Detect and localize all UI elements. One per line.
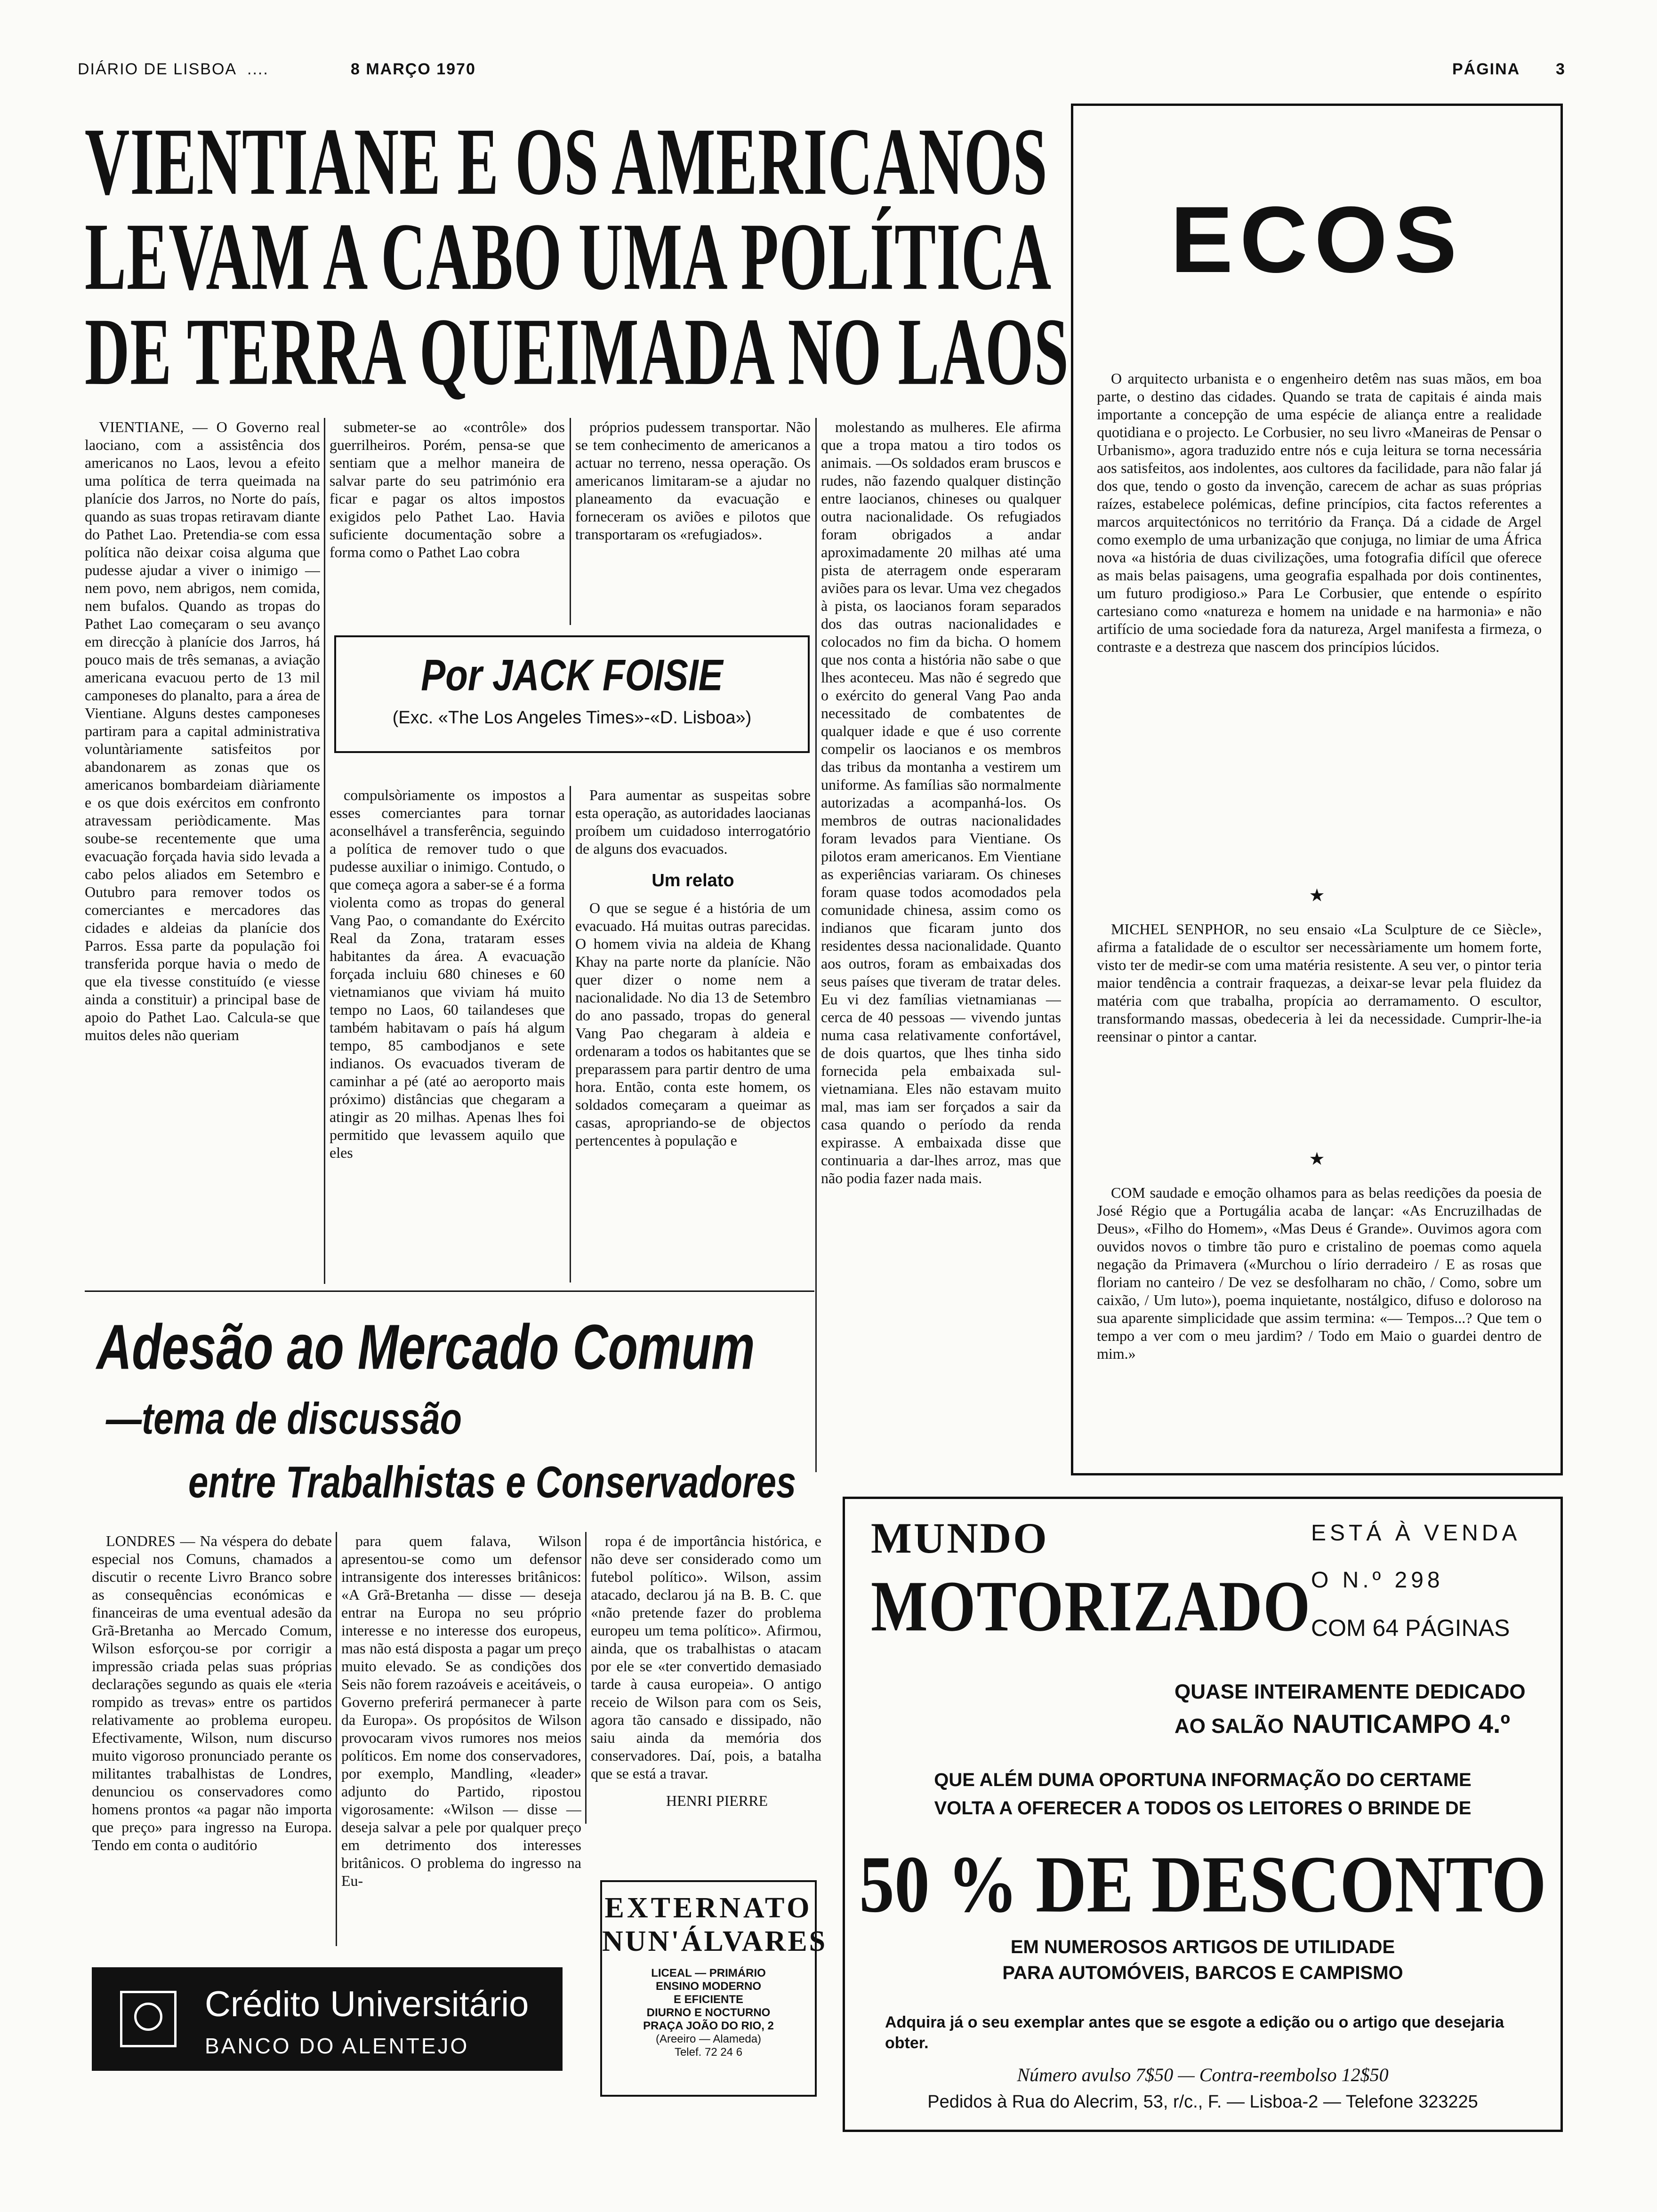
ecos-item-1 bbox=[1097, 369, 1542, 871]
mercado-column-1 bbox=[92, 1532, 332, 1946]
byline: Por JACK FOISIE bbox=[421, 650, 723, 700]
mercado-signature: HENRI PIERRE bbox=[666, 1792, 768, 1809]
ecos-item-2 bbox=[1097, 920, 1542, 1134]
paper-name: DIÁRIO DE LISBOA bbox=[78, 60, 237, 78]
laos-col3c-text: O que se segue é a história de um evacuado. Há muitas outras parecidas. O homem vivia na aldeia de Khang Khay na parte norte da planície. Não quer dizer o nome nem a nacionalidade. No dia 13 de Setembro do ano passado, tropas do general Vang Pao chegaram à aldeia e ordenaram a todos os habitantes que se preparassem para partir dentro de uma hora. Então, conta este homem, os soldados começaram a queimar as casas, apropriando-se de objectos pertencentes à população e bbox=[575, 899, 811, 1149]
mundo-dedicado-1: QUASE INTEIRAMENTE DEDICADO bbox=[1174, 1680, 1526, 1703]
externato-line: PRAÇA JOÃO DO RIO, 2 bbox=[643, 2020, 774, 2032]
column-rule bbox=[585, 1532, 587, 1824]
column-rule bbox=[324, 418, 325, 1284]
laos-col4-text: molestando as mulheres. Ele afirma que a tropa matou a tiro todos os animais. —Os soldados eram bruscos e rudes, não fazendo qualquer distinção entre laocianos, chineses ou qualquer outra nacionalidade. Os refugiados foram obrigados a andar aproximadamente 20 milhas até uma pista de aterragem onde esperaram aviões para os levar. Uma vez chegados à pista, os laocianos foram separados dos das outras nacionalidades e colocados no fim da bicha. O homem que nos conta a história não sabe o que lhes aconteceu. Mas não é segredo que o exército do general Vang Pao anda necessitado de combatentes de qualquer idade e que é uso corrente compelir os laocianos e os membros das tribus da montanha a vestirem um uniforme. As famílias são normalmente autorizadas a acompanhá-los. Os membros de outras nacionalidades foram levados para Vientiane. Os pilotos eram americanos. Em Vientiane as experiências variaram. Os chineses foram quase todos acomodados pela comunidade chinesa, assim como os indianos que ficaram junto dos residentes dessa nacionalidade. Quanto aos outros, foram as embaixadas dos seus países que tiveram de tratar deles. Eu vi dez famílias vietnamianas — cerca de 40 pessoas — vivendo juntas numa casa relativamente confortável, de dois quartos, que lhes tinha sido fornecida pela embaixada sul-vietnamiana. Eles não estavam muito mal, mas iam ser forçados a sair da casa quando o período da renda expirasse. A embaixada disse que continuaria a dar-lhes arroz, mas que não podia fazer nada mais. bbox=[821, 418, 1061, 1186]
mundo-title-2: MOTORIZADO bbox=[871, 1566, 1311, 1646]
mundo-paginas: COM 64 PÁGINAS bbox=[1311, 1615, 1510, 1641]
externato-line: ENSINO MODERNO bbox=[655, 1980, 761, 1993]
mercado-col3-text: ropa é de importância histórica, e não deve ser considerado como um futebol político». Wilson, assim atacado, declarou já na B. B. C. que «não pretende fazer do problema europeu um tema político». Afirmou, ainda, que os trabalhistas o atacam por ele se «ter convertido demasiado tarde à causa europeia». O antigo receio de Wilson para com os Seis, agora tão cansado e dissipado, não saiu ainda da memória dos conservadores. Daí, pois, a batalha que se está a travar. bbox=[591, 1532, 821, 1782]
ecos-item-3-text: COM saudade e emoção olhamos para as belas reedições da poesia de José Régio que a Portugália acaba de lançar: «As Encruzilhadas de Deus», «Filho do Homem», «Mas Deus é Grande». Ouvimos agora com ouvidos novos o timbre tão puro e cristalino de poemas como aquela negação da Primavera («Murchou o lírio derradeiro / E as rosas que floriam no canteiro / De vez se desfolharam no chão, / Como, sobre um caixão, / Um luto»), poema inquietante, nostálgico, difuso e doloroso na sua aparente simplicidade que assim termina: «— Tempos...? Que tem o tempo a ver com o meu jardim? / Todo em Maio o guardei dentro de mim.» bbox=[1097, 1184, 1542, 1362]
byline-source: (Exc. «The Los Angeles Times»-«D. Lisboa») bbox=[392, 708, 752, 728]
ecos-item-3 bbox=[1097, 1184, 1542, 1419]
mercado-subhead-1: —tema de discussão bbox=[106, 1394, 462, 1444]
laos-column-3a bbox=[575, 418, 811, 625]
mercado-col1-text: LONDRES — Na véspera do debate especial nos Comuns, chamados a discutir o recente Livro Branco sobre as consequências económicas e financeiras de uma eventual adesão da Grã-Bretanha ao Mercado Comum, Wilson esforçou-se por corrigir a impressão criada pelas suas próprias declarações segundo as quais ele «teria rompido as trevas» entre os partidos relativamente ao problema europeu. Efectivamente, Wilson, num discurso muito vigoroso pronunciado perante os militantes trabalhistas de Londres, denunciou os conservadores como homens prontos «a pagar não importa que preço» para ingresso na Europa. Tendo em conta o auditório bbox=[92, 1532, 332, 1853]
mercado-subhead-2: entre Trabalhistas e Conservadores bbox=[188, 1457, 796, 1507]
credito-ad bbox=[92, 1967, 563, 2071]
masthead bbox=[78, 60, 1584, 84]
laos-col2b-text: compulsòriamente os impostos a esses comerciantes para tornar aconselhável a transferência, seguindo a política de remover tudo o que pudesse auxiliar o inimigo. Contudo, o que começa agora a saber-se é a forma violenta como as tropas do general Vang Pao, o comandante do Exército Real da Zona, trataram esses habitantes da área. A evacuação forçada incluiu 680 chineses e 60 vietnamianos que viviam há muito tempo no Laos, 60 tailandeses que também habitavam o país há algum tempo, 85 cambodjanos e sete indianos. Os evacuados tiveram de caminhar a pé (até ao aeroporto mais próximo) distâncias que chegaram a atingir as 20 milhas. Apenas lhes foi permitido que levassem aquilo que eles bbox=[330, 786, 565, 1161]
laos-col2a-text: submeter-se ao «contrôle» dos guerrilheiros. Porém, pensa-se que sentiam que a melhor maneira de salvar parte do seu património era ficar e pagar os altos impostos exigidos pelo Pathet Lao. Havia suficiente documentação sobre a forma como o Pathet Lao cobra bbox=[330, 418, 565, 561]
laos-col3a-text: próprios pudessem transportar. Não se tem conhecimento de americanos a actuar no terreno, nessa operação. Os americanos limitaram-se a ajudar no planeamento da evacuação e forneceram os aviões e pilotos que transportaram os «refugiados». bbox=[575, 418, 811, 543]
column-rule bbox=[815, 418, 817, 1472]
mundo-artigos-1: EM NUMEROSOS ARTIGOS DE UTILIDADE bbox=[1010, 1937, 1395, 1957]
laos-column-3b bbox=[575, 786, 811, 1282]
ecos-item-2-text: MICHEL SENPHOR, no seu ensaio «La Sculpture de ce Siècle», afirma a fatalidade de o escultor ser necessàriamente um homem forte, visto ter de medir-se com uma matéria resistente. A seu ver, o pintor teria maior tendência a contrair fraquezas, a deixar-se levar pela fluidez da matéria com que trabalha, propícia ao derramamento. O escultor, transformando massas, obedeceria à lei da necessidade. Cumprir-lhe-ia reensinar o pintor a cantar. bbox=[1097, 921, 1542, 1045]
mundo-venda: ESTÁ À VENDA bbox=[1311, 1521, 1521, 1546]
laos-column-2a bbox=[330, 418, 565, 625]
mundo-dedicado-2 bbox=[1174, 1708, 1510, 1739]
mundo-dedicado-2-big: NAUTICAMPO 4.º bbox=[1292, 1709, 1510, 1739]
laos-headline-line-1: VIENTIANE E OS AMERICANOS bbox=[85, 107, 1048, 215]
masthead-dots: .... bbox=[247, 60, 269, 78]
mercado-column-2 bbox=[341, 1532, 581, 1946]
column-rule bbox=[336, 1532, 337, 1946]
externato-title-1: EXTERNATO bbox=[604, 1892, 812, 1924]
externato-line: E EFICIENTE bbox=[673, 1993, 744, 2006]
article-divider bbox=[85, 1290, 814, 1292]
credito-name: Crédito Universitário bbox=[205, 1984, 529, 2024]
mercado-column-3 bbox=[591, 1532, 821, 1824]
mundo-numero: O N.º 298 bbox=[1311, 1568, 1444, 1593]
laos-headline-line-2: LEVAM A CABO UMA POLÍTICA bbox=[85, 202, 1052, 310]
byline-box bbox=[334, 635, 810, 753]
externato-title-2: NUN'ÁLVARES bbox=[602, 1925, 828, 1957]
ecos-title: ECOS bbox=[1170, 187, 1464, 292]
issue-date: 8 MARÇO 1970 bbox=[351, 60, 476, 78]
externato-line: Telef. 72 24 6 bbox=[674, 2046, 743, 2059]
mundo-artigos-2: PARA AUTOMÓVEIS, BARCOS E CAMPISMO bbox=[1002, 1963, 1403, 1983]
laos-headline bbox=[85, 107, 1069, 412]
mercado-headline: Adesão ao Mercado Comum bbox=[97, 1312, 755, 1383]
mundo-pedidos: Pedidos à Rua do Alecrim, 53, r/c., F. — Lisboa-2 — Telefone 323225 bbox=[927, 2092, 1478, 2112]
laos-column-4 bbox=[821, 418, 1061, 1472]
bank-name: BANCO DO ALENTEJO bbox=[205, 2034, 469, 2058]
laos-subhead: Um relato bbox=[652, 871, 734, 890]
ecos-separator: ★ bbox=[1309, 1149, 1325, 1169]
externato-line: (Areeiro — Alameda) bbox=[655, 2033, 762, 2045]
laos-column-1 bbox=[85, 418, 320, 1282]
laos-col1-text: VIENTIANE, — O Governo real laociano, com a assistência dos americanos no Laos, levou a efeito uma política de terra queimada na planície dos Jarros, no Norte do país, quando as suas tropas retiravam diante do Pathet Lao. Pretendia-se com essa política não deixar coisa alguma que pudesse ajudar a viver o inimigo — nem povo, nem abrigos, nem comida, nem bufalos. Quando as tropas do Pathet Lao começaram o seu avanço em direcção à planície dos Jarros, há pouco mais de três semanas, a aviação americana evacuou perto de 13 mil camponeses do planalto, para a área de Vientiane. Alguns destes camponeses partiram para a capital administrativa voluntàriamente satisfeitos por abandonarem as zonas que os americanos bombardeiam diàriamente e os que dois exércitos em confronto atravessam periòdicamente. Mas soube-se recentemente que uma evacuação forçada havia sido levada a cabo pelos aliados em Setembro e Outubro para remover todos os comerciantes e mercadores das cidades e aldeias da planície dos Parros. Essa parte da população foi transferida porque havia o medo de que ela tivesse constituído (e viesse ainda a constituir) a principal base de apoio do Pathet Lao. Calcula-se que muitos deles não queriam bbox=[85, 418, 320, 1043]
externato-ad bbox=[600, 1880, 828, 2097]
mundo-brinde-2: VOLTA A OFERECER A TODOS OS LEITORES O BRINDE DE bbox=[934, 1798, 1472, 1819]
mundo-adquira: Adquira já o seu exemplar antes que se esgote a edição ou o artigo que desejaria obter. bbox=[885, 2013, 1504, 2052]
mundo-dedicado-2-pre: AO SALÃO bbox=[1174, 1715, 1284, 1738]
ecos-item-1-text: O arquitecto urbanista e o engenheiro detêm nas suas mãos, em boa parte, o destino das cidades. Quando se trata de capitais é ainda mais importante a concepção de uma espécie de aliança entre a realidade quotidiana e o projecto. Le Corbusier, no seu livro «Maneiras de Pensar o Urbanismo», agora traduzido entre nós e cuja leitura se torna necessária aos satisfeitos, aos indolentes, aos cultores da facilidade, para não falar já dos que, tendo o gosto da invenção, carecem de achar as suas próprias raízes, estabelece polémicas, define princípios, cita factos referentes a marcos arquitectónicos no território da França. Dá a cidade de Argel como exemplo de uma urbanização que conjuga, no limiar de uma África nova «a história de duas civilizações, uma fotografia difícil que oferece as mais belas paisagens, uma geografia espalhada por dois continentes, um futuro prodigioso.» Para Le Corbusier, que entende o espírito cartesiano como «natureza e homem na unidade e na harmonia» e não artifício de uma sociedade fora da natureza, Argel manifesta a firmeza, o contraste e a destreza que nascem dos princípios lúcidos. bbox=[1097, 370, 1542, 655]
laos-column-2b bbox=[330, 786, 565, 1282]
column-rule bbox=[570, 418, 571, 625]
mundo-ad bbox=[843, 1497, 1563, 2132]
mundo-title-1: MUNDO bbox=[871, 1514, 1049, 1562]
externato-line: DIURNO E NOCTURNO bbox=[646, 2006, 771, 2019]
mundo-desconto: 50 % DE DESCONTO bbox=[859, 1839, 1546, 1930]
laos-headline-line-3: DE TERRA QUEIMADA NO LAOS bbox=[85, 297, 1069, 405]
laos-col3b-text: Para aumentar as suspeitas sobre esta operação, as autoridades laocianas proíbem um cuidadoso interrogatório de alguns dos evacuados. bbox=[575, 786, 811, 857]
ecos-separator: ★ bbox=[1309, 886, 1325, 906]
externato-line: LICEAL — PRIMÁRIO bbox=[651, 1967, 766, 1980]
column-rule bbox=[570, 786, 571, 1282]
bank-logo-icon bbox=[120, 1991, 177, 2047]
page-label: PÁGINA bbox=[1452, 60, 1520, 78]
mundo-preco: Número avulso 7$50 — Contra-reembolso 12$50 bbox=[1017, 2064, 1389, 2085]
mundo-brinde-1: QUE ALÉM DUMA OPORTUNA INFORMAÇÃO DO CERTAME bbox=[934, 1770, 1472, 1790]
mercado-col2-text: para quem falava, Wilson apresentou-se como um defensor intransigente dos interesses britânicos: «A Grã-Bretanha — disse — deseja entrar na Europa no seu próprio interesse e no interesse dos europeus, mas não está disposta a pagar um preço muito elevado. Se as condições dos Seis não forem razoáveis e aceitáveis, o Governo preferirá permanecer à parte da Europa». Os propósitos de Wilson provocaram vivos rumores nos meios políticos. Em nome dos conservadores, por exemplo, Mandling, «leader» adjunto do Partido, ripostou vigorosamente: «Wilson — disse — deseja salvar a pele por qualquer preço em detrimento dos interesses britânicos. O problema do ingresso na Eu- bbox=[341, 1532, 581, 1889]
ecos-box bbox=[1071, 104, 1563, 1475]
page-number: 3 bbox=[1556, 60, 1566, 78]
